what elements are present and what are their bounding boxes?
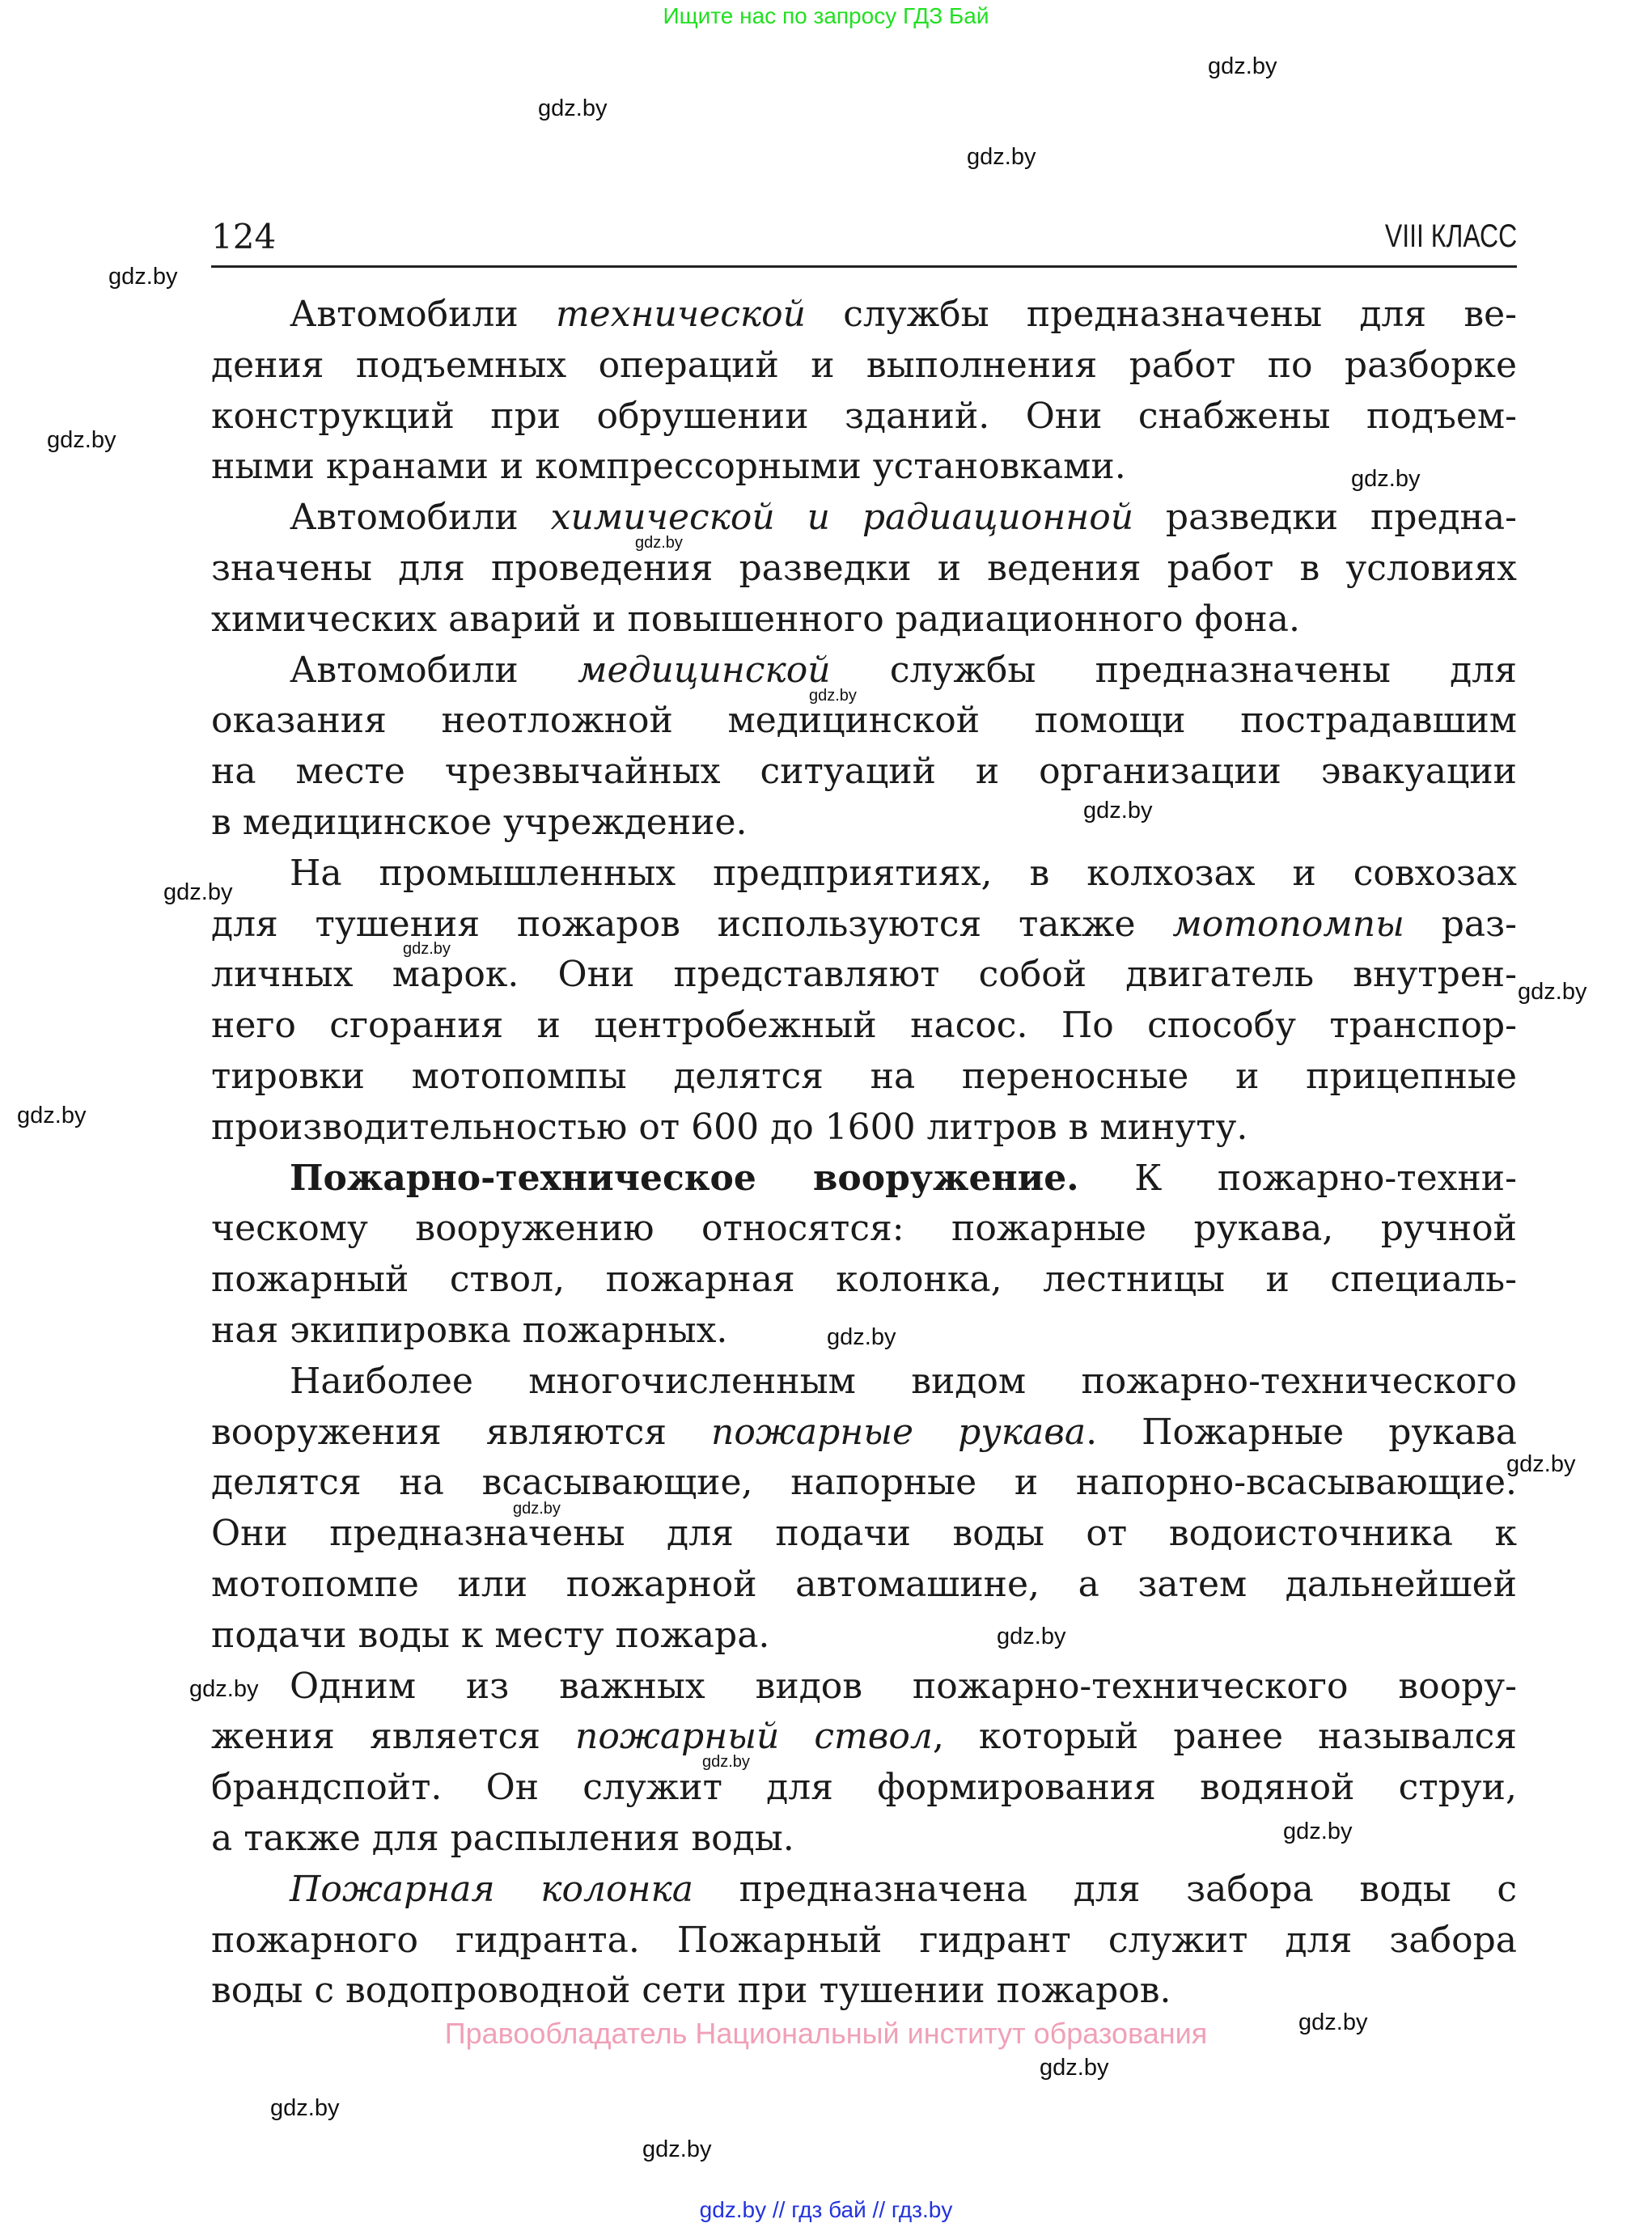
watermark: gdz.by	[108, 264, 178, 290]
text-segment: значены для проведения разведки и ведения работ в условиях	[211, 547, 1517, 589]
text-line	[211, 1408, 1517, 1459]
text-segment: него сгорания и центробежный насос. По способу транспор-	[211, 1005, 1517, 1047]
text-segment: К пожарно-техни-	[1078, 1157, 1517, 1199]
watermark: gdz.by	[642, 2136, 712, 2162]
text-segment: службы предназначены для	[830, 649, 1517, 691]
watermark: gdz.by	[47, 427, 116, 453]
text-line	[211, 341, 1517, 392]
watermark: gdz.by	[635, 534, 683, 552]
italic-term: пожарный ствол	[574, 1716, 933, 1758]
text-segment: воды с водопроводной сети при тушении пожаров.	[211, 1970, 1171, 2012]
text-line	[211, 493, 1517, 544]
text-line	[211, 1509, 1517, 1560]
text-line	[211, 1712, 1517, 1763]
watermark: gdz.by	[1040, 2055, 1109, 2081]
watermark: gdz.by	[163, 879, 233, 905]
text-segment: подачи воды к месту пожара.	[211, 1614, 770, 1656]
text-line	[211, 1103, 1517, 1154]
text-segment: службы предназначены для ве-	[806, 294, 1517, 335]
bold-heading: Пожарно-техническое вооружение.	[290, 1157, 1079, 1199]
watermark: gdz.by	[403, 940, 451, 958]
text-line	[211, 1357, 1517, 1408]
text-segment: делятся на всасывающие, напорные и напорно-всасывающие.	[211, 1462, 1517, 1504]
text-segment: личных марок. Они представляют собой двигатель внутрен-	[211, 954, 1517, 996]
watermark: gdz.by	[1506, 1451, 1576, 1477]
text-segment: на месте чрезвычайных ситуаций и организации эвакуации	[211, 751, 1517, 793]
rights-notice: Правообладатель Национальный институт образования	[444, 2017, 1208, 2050]
text-line	[211, 1865, 1517, 1916]
text-segment: , который ранее назывался	[932, 1716, 1517, 1758]
bottom-links[interactable]: gdz.by // гдз бай // гдз.by	[699, 2197, 953, 2222]
search-banner: Ищите нас по запросу ГДЗ Бай	[663, 3, 989, 28]
watermark: gdz.by	[538, 95, 608, 121]
text-segment: разведки предна-	[1133, 497, 1517, 539]
watermark: gdz.by	[17, 1103, 87, 1128]
text-line	[211, 290, 1517, 341]
text-segment: жения является	[211, 1716, 575, 1758]
text-line	[211, 1458, 1517, 1509]
watermark: gdz.by	[997, 1624, 1066, 1649]
italic-term: медицинской	[578, 649, 831, 691]
text-segment: ными кранами и компрессорными установками.	[211, 446, 1126, 488]
text-segment: ная экипировка пожарных.	[211, 1309, 728, 1351]
text-segment: Наиболее многочисленным видом пожарно-технического	[290, 1360, 1517, 1402]
text-segment: химических аварий и повышенного радиационного фона.	[211, 598, 1300, 640]
italic-term: химической и радиационной	[550, 497, 1134, 539]
text-segment: раз-	[1404, 903, 1517, 945]
text-line	[211, 798, 1517, 849]
text-segment: Одним из важных видов пожарно-технического воору-	[290, 1665, 1517, 1707]
text-segment: для тушения пожаров используются также	[211, 903, 1173, 945]
page-number: 124	[211, 217, 277, 256]
text-line	[211, 1001, 1517, 1052]
text-line	[211, 1611, 1517, 1662]
text-line	[211, 1916, 1517, 1967]
text-line	[211, 1154, 1517, 1205]
text-line	[211, 849, 1517, 900]
text-line	[211, 544, 1517, 595]
watermark: gdz.by	[1351, 466, 1421, 492]
text-segment: На промышленных предприятиях, в колхозах и совхозах	[290, 852, 1517, 894]
text-segment: брандспойт. Он служит для формирования водяной струи,	[211, 1767, 1517, 1809]
watermark: gdz.by	[1083, 798, 1153, 824]
text-line	[211, 1204, 1517, 1255]
text-segment: пожарный ствол, пожарная колонка, лестницы и специаль-	[211, 1259, 1517, 1301]
text-segment: в медицинское учреждение.	[211, 801, 748, 843]
section-title: VIII КЛАСС	[1384, 218, 1517, 254]
text-line	[211, 1560, 1517, 1611]
text-segment: производительностью от 600 до 1600 литров в минуту.	[211, 1106, 1248, 1148]
text-segment: ческому вооружению относятся: пожарные рукава, ручной	[211, 1208, 1517, 1250]
text-segment: пожарного гидранта. Пожарный гидрант служит для забора	[211, 1919, 1517, 1961]
italic-term: технической	[555, 294, 807, 335]
text-segment: а также для распыления воды.	[211, 1817, 794, 1859]
body-text	[211, 290, 1517, 2017]
text-segment: конструкций при обрушении зданий. Они снабжены подъем-	[211, 395, 1517, 437]
watermark: gdz.by	[189, 1676, 259, 1702]
text-line	[211, 1662, 1517, 1713]
text-segment: . Пожарные рукава	[1086, 1411, 1517, 1453]
text-line	[211, 392, 1517, 442]
text-segment: тировки мотопомпы делятся на переносные и прицепные	[211, 1055, 1517, 1097]
text-line	[211, 595, 1517, 646]
watermark: gdz.by	[513, 1500, 561, 1518]
text-line	[211, 442, 1517, 493]
text-segment: мотопомпе или пожарной автомашине, а затем дальнейшей	[211, 1563, 1517, 1605]
watermark: gdz.by	[1208, 53, 1277, 79]
watermark: gdz.by	[809, 687, 857, 705]
italic-term: мотопомпы	[1172, 903, 1404, 945]
text-line	[211, 1255, 1517, 1306]
text-line	[211, 696, 1517, 747]
watermark: gdz.by	[967, 144, 1036, 170]
italic-term: Пожарная колонка	[290, 1868, 694, 1910]
text-segment: Автомобили	[290, 649, 578, 691]
watermark: gdz.by	[1298, 2009, 1368, 2035]
text-segment: Автомобили	[290, 294, 556, 335]
watermark: gdz.by	[270, 2095, 340, 2121]
watermark: gdz.by	[827, 1324, 896, 1350]
text-segment: дения подъемных операций и выполнения работ по разборке	[211, 344, 1517, 386]
watermark: gdz.by	[702, 1753, 750, 1771]
text-segment: вооружения являются	[211, 1411, 711, 1453]
text-line	[211, 646, 1517, 697]
text-segment: предназначена для забора воды с	[693, 1868, 1517, 1910]
page-header	[211, 217, 1517, 268]
text-segment: Автомобили	[290, 497, 551, 539]
watermark: gdz.by	[1283, 1819, 1353, 1844]
text-line	[211, 1763, 1517, 1814]
text-line	[211, 1052, 1517, 1103]
italic-term: пожарные рукава	[711, 1411, 1087, 1453]
text-segment: оказания неотложной медицинской помощи пострадавшим	[211, 700, 1517, 742]
watermark: gdz.by	[1518, 979, 1587, 1005]
text-line	[211, 747, 1517, 798]
text-segment: Они предназначены для подачи воды от водоисточника к	[211, 1513, 1517, 1555]
